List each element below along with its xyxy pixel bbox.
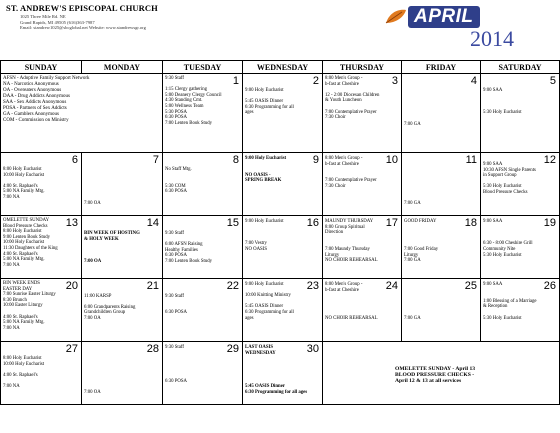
day-cell[interactable] (323, 279, 402, 342)
day-number: 29 (226, 343, 239, 355)
day-number: 15 (226, 217, 239, 229)
day-events: No Staff Mtg. 5:30 COM 6:30 POSA (165, 167, 192, 195)
announcement-note: OMELETTE SUNDAY - April 13 BLOOD PRESSURE CHECKS - April 12 & 13 at all services (395, 366, 476, 385)
day-events: 9:00 SAA 5:30 Holy Eucharist (483, 88, 522, 116)
day-cell[interactable] (82, 342, 163, 405)
day-number: 22 (226, 280, 239, 292)
day-cell[interactable] (481, 279, 560, 342)
calendar-header (0, 0, 560, 52)
day-number: 21 (146, 280, 159, 292)
day-cell[interactable] (82, 216, 163, 279)
day-cell[interactable] (1, 153, 82, 216)
church-address (20, 14, 146, 31)
day-number: 9 (312, 154, 319, 166)
day-cell[interactable] (1, 279, 82, 342)
abbreviation-legend: AFSN - Adoptive Family Support Network NA - Narcotics Anonymous OA - Overeaters Anonymous DAA - Drug Addicts Anonymous SAA - Sex Addicts Anonymous POSA - Partners of Sex Addicts GA - Gamblers Anonymous COM - Commission on Ministry (3, 76, 90, 123)
day-number: 2 (312, 75, 319, 87)
day-cell[interactable] (82, 279, 163, 342)
day-events: 8:00 Men's Group - b-fast at Cheshire NO CHOIR REHEARSAL (325, 282, 378, 321)
day-cell[interactable] (163, 342, 243, 405)
church-name: ST. ANDREW'S EPISCOPAL CHURCH (6, 3, 158, 13)
day-cell[interactable] (243, 216, 323, 279)
day-events: 9:00 Holy Eucharist 7:00 Vestry NO OASIS (245, 219, 284, 252)
weekday-header: TUESDAY (163, 61, 243, 74)
day-number: 17 (385, 217, 398, 229)
weekday-header-row (1, 61, 560, 74)
day-number: 18 (464, 217, 477, 229)
day-events: GOOD FRIDAY 7:00 Good Friday Liturgy 7:00 GA (404, 219, 439, 264)
address-line: Grand Rapids, MI 49505 (616)363-7987 (20, 19, 95, 25)
day-events: 7:00 OA (84, 201, 101, 206)
day-number: 25 (464, 280, 477, 292)
day-number: 10 (385, 154, 398, 166)
legend-cell (1, 74, 163, 153)
day-events: 8:00 Holy Eucharist 10:00 Holy Eucharist 4:00 St. Raphael's 5:00 NA Family Mtg. 7:00 NA (3, 167, 45, 200)
day-cell[interactable] (163, 74, 243, 153)
day-events: 7:00 GA (404, 315, 421, 321)
day-cell[interactable] (1, 216, 82, 279)
day-number: 1 (232, 75, 239, 87)
day-cell[interactable] (243, 342, 323, 405)
day-cell[interactable] (163, 216, 243, 279)
week-row (1, 74, 560, 153)
day-events: 9:30 Staff 1:15 Clergy gathering 5:00 Deanery Clergy Council 4:30 Standing Cmt. 5:00 Wellness Team 5:30 POSA 6:30 POSA 7:00 Lenten Book Study (165, 76, 222, 126)
day-cell[interactable] (323, 153, 402, 216)
leaf-icon (384, 7, 408, 25)
day-events: BIN WEEK OF HOSTING & HOLY WEEK 7:00 OA (84, 231, 140, 264)
day-number: 4 (470, 75, 477, 87)
day-events: 9:00 Holy Eucharist NO OASIS - SPRING BREAK (245, 156, 287, 184)
day-cell[interactable] (481, 216, 560, 279)
day-events: BIN WEEK ENDS EASTER DAY 7:00 Sunrise Easter Liturgy 8:30 Brunch 10:00 Easter Liturgy 4:00 St. Raphael's 5:00 NA Family Mtg. 7:00 NA (3, 281, 56, 331)
weekday-header: FRIDAY (402, 61, 481, 74)
day-events: 9:30 Staff 6:30 POSA (165, 345, 187, 384)
day-events: LAST OASIS WEDNESDAY 5:45 OASIS Dinner 6:30 Programming for all ages (245, 345, 308, 395)
day-number: 5 (549, 75, 556, 87)
day-number: 13 (65, 217, 78, 229)
day-number: 8 (232, 154, 239, 166)
day-number: 12 (543, 154, 556, 166)
day-cell[interactable] (323, 74, 402, 153)
day-number: 19 (543, 217, 556, 229)
day-number: 14 (146, 217, 159, 229)
day-number: 30 (306, 343, 319, 355)
month-title: APRIL (408, 6, 480, 28)
day-cell[interactable] (243, 153, 323, 216)
day-cell[interactable] (163, 153, 243, 216)
day-cell[interactable] (1, 342, 82, 405)
day-events: 9:00 Holy Eucharist 10:00 Knitting Ministry 5:45 OASIS Dinner 6:30 Programming for all ages (245, 282, 294, 321)
day-events: 9:30 Staff 6:30 POSA (165, 293, 187, 316)
day-number: 28 (146, 343, 159, 355)
address-line: Email: standrew1025@sbcglobal.net Website: www.standrewsgr.org (20, 25, 146, 31)
day-cell[interactable] (163, 279, 243, 342)
day-cell[interactable] (402, 216, 481, 279)
day-events: 11:00 KARSP 6:00 Grandparents Raising Grandchildren Group 7:00 OA (84, 293, 136, 321)
day-events: 7:00 OA (84, 389, 101, 395)
weekday-header: SATURDAY (481, 61, 560, 74)
day-cell[interactable] (481, 153, 560, 216)
day-cell[interactable] (402, 279, 481, 342)
weekday-header: THURSDAY (323, 61, 402, 74)
week-row (1, 342, 560, 405)
weekday-header: MONDAY (82, 61, 163, 74)
day-number: 26 (543, 280, 556, 292)
day-cell[interactable] (82, 153, 163, 216)
day-events: 8:00 Men's Group - b-fast at Cheshire 12 - 2:00 Diocesan Children & Youth Luncheon 7:00 Contemplative Prayer 7:30 Choir (325, 76, 380, 121)
day-cell[interactable] (402, 74, 481, 153)
day-cell[interactable] (402, 153, 481, 216)
day-number: 6 (71, 154, 78, 166)
day-cell[interactable] (243, 279, 323, 342)
year-title: 2014 (470, 26, 514, 51)
week-row (1, 279, 560, 342)
day-events: 9:00 Holy Eucharist 5:45 OASIS Dinner 6:30 Programming for all ages (245, 88, 294, 116)
day-number: 3 (391, 75, 398, 87)
week-row (1, 216, 560, 279)
day-events: OMELETTE SUNDAY Blood Pressure Checks 8:00 Holy Eucharist 9:00 Lenten Book Study 10:00 Holy Eucharist 11:30 Daughters of the King 4:00 St. Raphael's 5:00 NA Family Mtg. 7:00 NA (3, 218, 58, 268)
day-events: 9:00 SAA 10:30 AFSN Single Parents in Support Group 5:30 Holy Eucharist Blood Pressure Checks (483, 162, 536, 195)
day-events: 9:00 SAA 6:30 - 8:00 Cheshire Grill Community Nite 5:30 Holy Eucharist (483, 219, 533, 258)
day-number: 23 (306, 280, 319, 292)
day-events: 9:00 SAA 1:00 Blessing of a Marriage & Reception 5:30 Holy Eucharist (483, 282, 537, 321)
day-number: 27 (65, 343, 78, 355)
day-events: 8:00 Men's Group - b-fast at Cheshire 7:00 Contemplative Prayer 7:30 Choir (325, 156, 377, 189)
weekday-header: WEDNESDAY (243, 61, 323, 74)
day-number: 24 (385, 280, 398, 292)
day-cell[interactable] (481, 74, 560, 153)
day-number: 16 (306, 217, 319, 229)
day-events: MAUNDY THURSDAY 8:00 Group Spiritual Direction 7:00 Maundy Thursday Liturgy NO CHOIR REHEARSAL (325, 219, 378, 264)
day-number: 20 (65, 280, 78, 292)
day-cell[interactable] (243, 74, 323, 153)
day-events: 8:00 Holy Eucharist 10:00 Holy Eucharist 4:00 St. Raphael's 7:00 NA (3, 356, 45, 389)
calendar-grid (0, 60, 560, 405)
day-number: 7 (152, 154, 159, 166)
day-events: 9:30 Staff 6:00 AFSN Raising Healthy Families 6:30 POSA 7:00 Lenten Book Study (165, 231, 213, 264)
day-events: 7:00 GA (404, 122, 421, 127)
day-cell[interactable] (323, 216, 402, 279)
day-events: 7:00 GA (404, 201, 421, 206)
week-row (1, 153, 560, 216)
address-line: 1025 Three Mile Rd. NE (20, 14, 66, 19)
weekday-header: SUNDAY (1, 61, 82, 74)
day-number: 11 (465, 154, 477, 166)
